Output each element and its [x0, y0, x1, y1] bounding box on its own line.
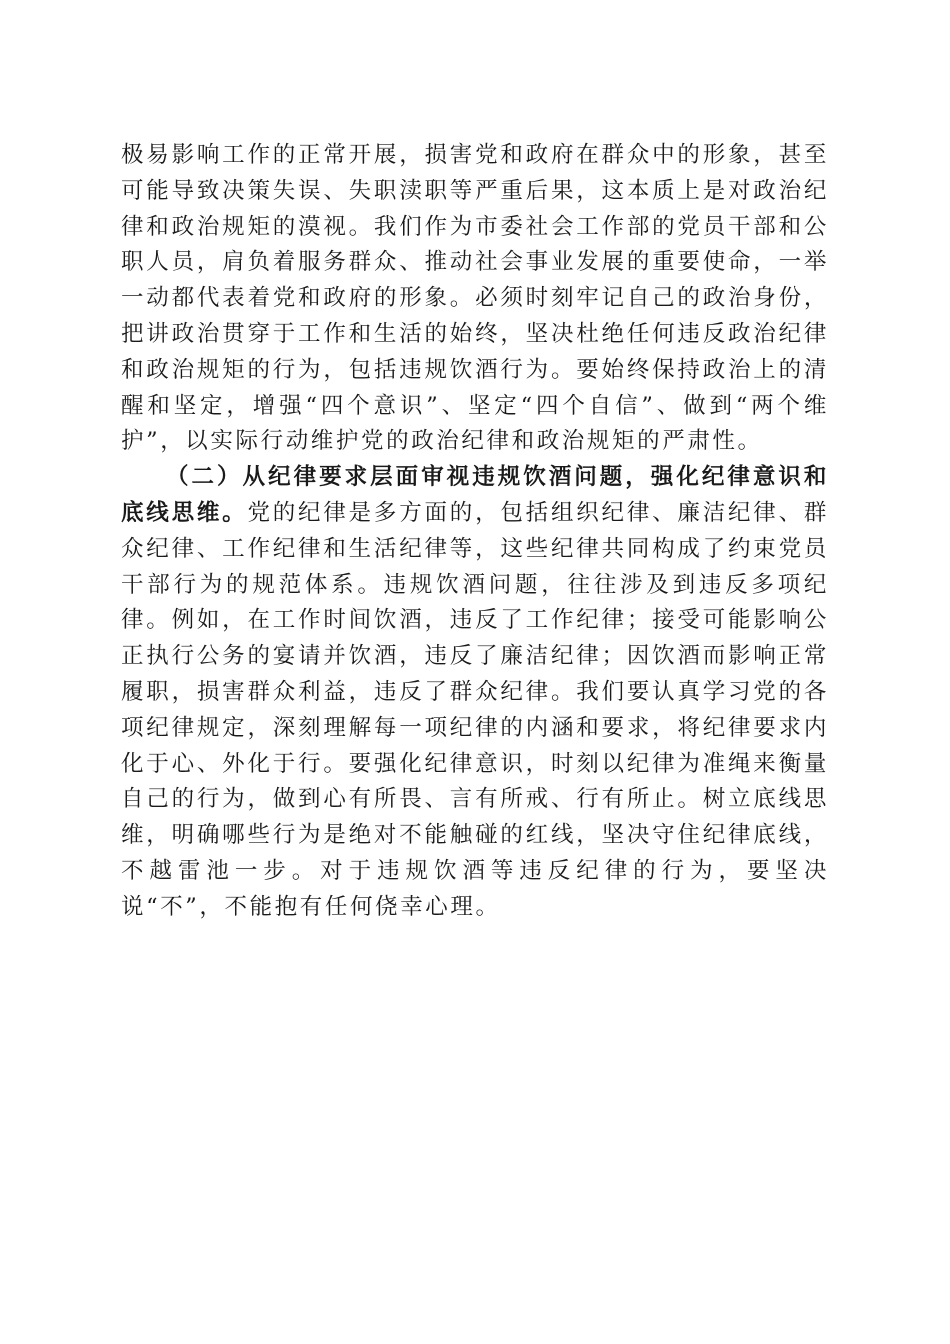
section-heading: （二）从纪律要求层面审视违规饮酒问题，强化纪律意识和底线思维。	[121, 464, 829, 526]
paragraph-discipline-requirements	[121, 460, 829, 925]
paragraph-political-discipline: 极易影响工作的正常开展，损害党和政府在群众中的形象，甚至可能导致决策失误、失职渎职等严重后果，这本质上是对政治纪律和政治规矩的漠视。我们作为市委社会工作部的党员干部和公职人员，肩负着服务群众、推动社会事业发展的重要使命，一举一动都代表着党和政府的形象。必须时刻牢记自己的政治身份，把讲政治贯穿于工作和生活的始终，坚决杜绝任何违反政治纪律和政治规矩的行为，包括违规饮酒行为。要始终保持政治上的清醒和坚定，增强“四个意识”、坚定“四个自信”、做到“两个维护”，以实际行动维护党的政治纪律和政治规矩的严肃性。	[121, 142, 829, 455]
paragraph-body: 党的纪律是多方面的，包括组织纪律、廉洁纪律、群众纪律、工作纪律和生活纪律等，这些纪律共同构成了约束党员干部行为的规范体系。违规饮酒问题，往往涉及到违反多项纪律。例如，在工作时间饮酒，违反了工作纪律；接受可能影响公正执行公务的宴请并饮酒，违反了廉洁纪律；因饮酒而影响正常履职，损害群众利益，违反了群众纪律。我们要认真学习党的各项纪律规定，深刻理解每一项纪律的内涵和要求，将纪律要求内化于心、外化于行。要强化纪律意识，时刻以纪律为准绳来衡量自己的行为，做到心有所畏、言有所戒、行有所止。树立底线思维，明确哪些行为是绝对不能触碰的红线，坚决守住纪律底线，不越雷池一步。对于违规饮酒等违反纪律的行为，要坚决说“不”，不能抱有任何侥幸心理。	[121, 499, 829, 920]
document-body	[121, 138, 829, 926]
